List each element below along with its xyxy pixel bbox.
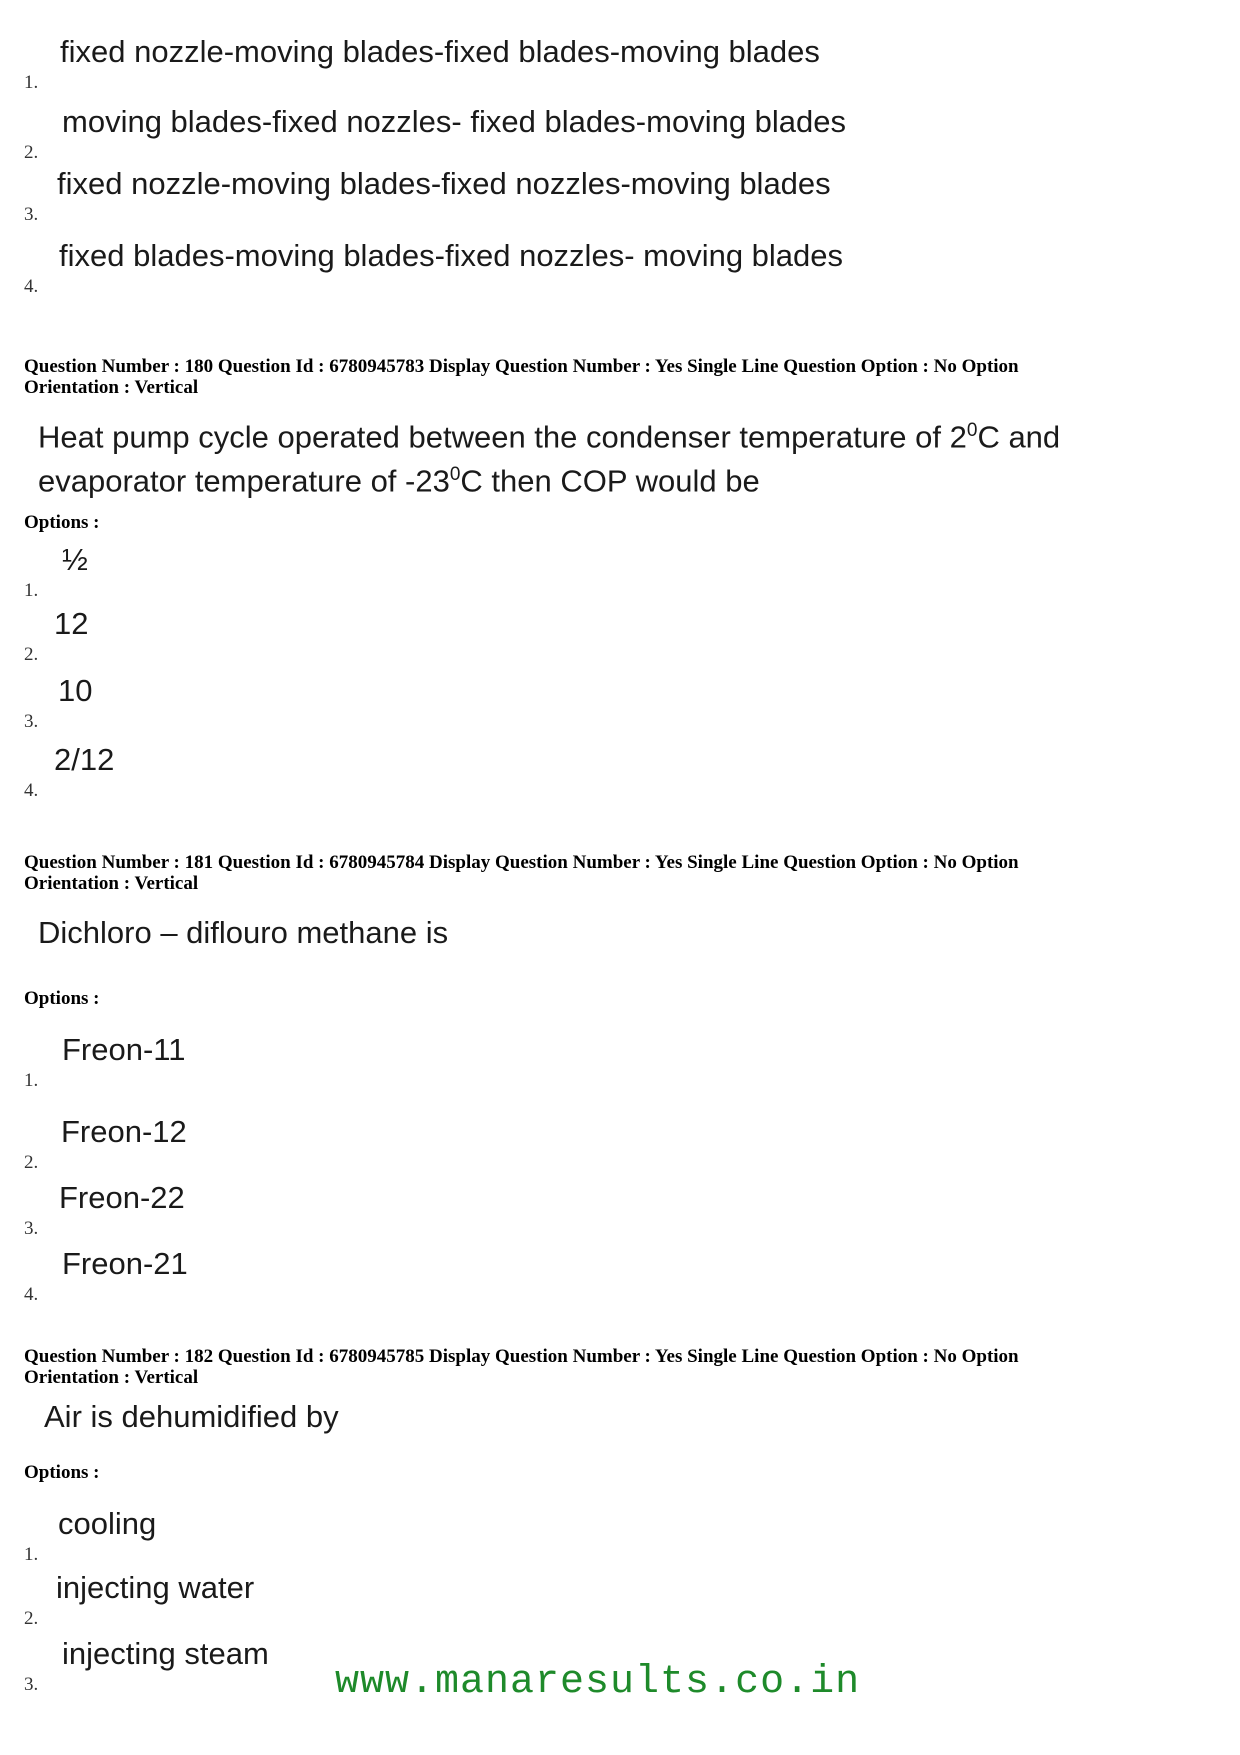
option-item (24, 1026, 1024, 1096)
option-text: fixed nozzle-moving blades-fixed blades-moving blades (60, 34, 820, 69)
option-text: 10 (58, 673, 93, 708)
question-meta-line1: Question Number : 182 Question Id : 6780945785 Display Question Number : Yes Single Line Question Option : No Option (24, 1346, 1019, 1367)
option-text: Freon-11 (62, 1032, 186, 1067)
option-item (24, 600, 1024, 670)
option-number: 3. (24, 1674, 39, 1695)
option-number: 1. (24, 72, 39, 93)
option-text: ½ (62, 542, 88, 577)
option-item (24, 28, 1024, 98)
option-text: injecting steam (62, 1636, 269, 1671)
options-label: Options : (24, 988, 100, 1009)
question-text: Dichloro – diflouro methane is (38, 915, 449, 950)
question-meta-line2: Orientation : Vertical (24, 377, 199, 398)
option-item (24, 1108, 1024, 1178)
option-item (24, 232, 1024, 302)
options-label: Options : (24, 1462, 100, 1483)
option-item (24, 1240, 1024, 1310)
options-label: Options : (24, 512, 100, 533)
option-text: fixed nozzle-moving blades-fixed nozzles-moving blades (57, 166, 831, 201)
option-text: fixed blades-moving blades-fixed nozzles- moving blades (59, 238, 844, 273)
option-item (24, 1174, 1024, 1244)
option-number: 4. (24, 1284, 39, 1305)
option-text: Freon-12 (61, 1114, 187, 1149)
option-text: 12 (54, 606, 89, 641)
option-number: 3. (24, 204, 39, 225)
option-item (24, 667, 1024, 737)
option-number: 1. (24, 1070, 39, 1091)
question-meta (24, 356, 1214, 398)
option-item (24, 1564, 1024, 1634)
question-meta (24, 1346, 1214, 1388)
question-meta (24, 852, 1214, 894)
site-watermark: www.manaresults.co.in (335, 1660, 861, 1705)
option-number: 1. (24, 580, 39, 601)
option-text: moving blades-fixed nozzles- fixed blades-moving blades (62, 104, 847, 139)
option-text: cooling (58, 1506, 157, 1541)
option-number: 2. (24, 1608, 39, 1629)
question-meta-line1: Question Number : 180 Question Id : 6780945783 Display Question Number : Yes Single Line Question Option : No Option (24, 356, 1019, 377)
option-text: 2/12 (54, 742, 115, 777)
option-item (24, 736, 1024, 806)
option-text: Freon-21 (62, 1246, 188, 1281)
option-item (24, 1500, 1024, 1570)
option-item (24, 98, 1024, 168)
option-number: 4. (24, 276, 39, 297)
option-number: 4. (24, 780, 39, 801)
question-meta-line2: Orientation : Vertical (24, 1367, 199, 1388)
option-number: 3. (24, 1218, 39, 1239)
option-number: 2. (24, 142, 39, 163)
question-text: Heat pump cycle operated between the condenser temperature of $2^0C$ and evaporator temperature of $-23^0C$ then COP would be (38, 419, 1061, 499)
option-number: 1. (24, 1544, 39, 1565)
option-text: Freon-22 (59, 1180, 185, 1215)
option-text: injecting water (56, 1570, 255, 1605)
option-number: 3. (24, 711, 39, 732)
question-meta-line2: Orientation : Vertical (24, 873, 199, 894)
option-item (24, 160, 1024, 230)
option-number: 2. (24, 1152, 39, 1173)
option-item (24, 536, 1024, 606)
option-number: 2. (24, 644, 39, 665)
question-text: Air is dehumidified by (44, 1399, 339, 1434)
question-meta-line1: Question Number : 181 Question Id : 6780945784 Display Question Number : Yes Single Line Question Option : No Option (24, 852, 1019, 873)
